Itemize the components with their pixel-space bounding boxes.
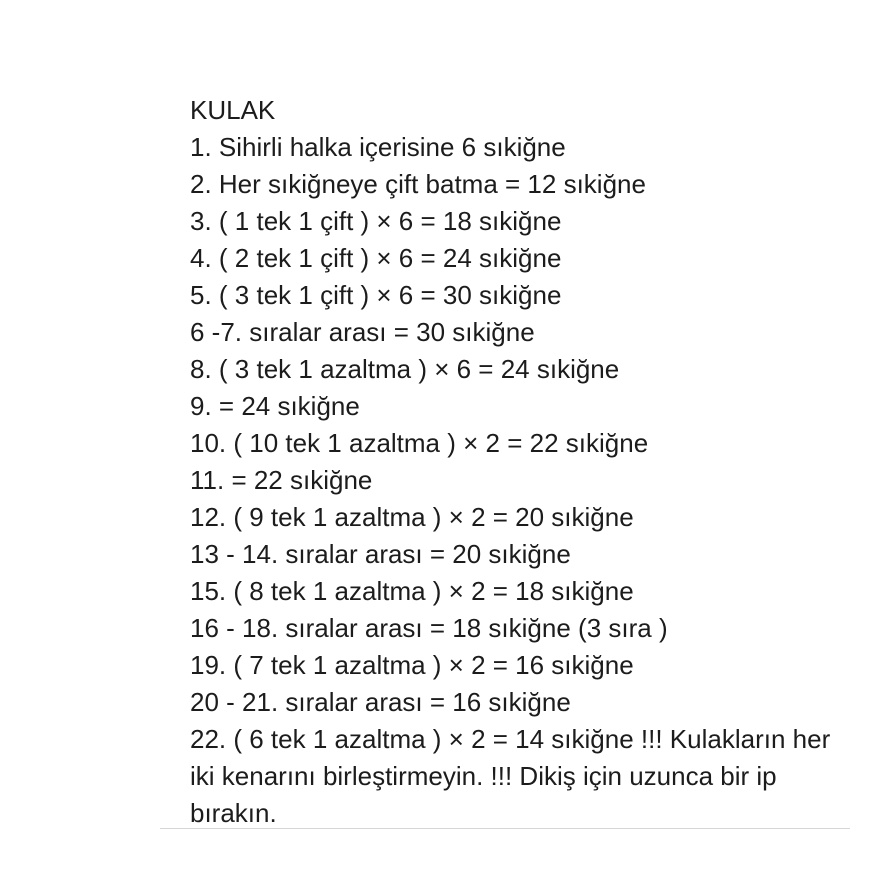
bottom-divider bbox=[160, 828, 850, 829]
pattern-row-19: 19. ( 7 tek 1 azaltma ) × 2 = 16 sıkiğne bbox=[190, 650, 634, 680]
pattern-row-20-21: 20 - 21. sıralar arası = 16 sıkiğne bbox=[190, 687, 571, 717]
pattern-row-11: 11. = 22 sıkiğne bbox=[190, 465, 373, 495]
pattern-row-6-7: 6 -7. sıralar arası = 30 sıkiğne bbox=[190, 317, 535, 347]
pattern-row-22: 22. ( 6 tek 1 azaltma ) × 2 = 14 sıkiğne !!! Kulakların her iki kenarını birleştirmeyin. !!! Dikiş için uzunca bir ip bırakın. bbox=[190, 724, 831, 828]
pattern-row-10: 10. ( 10 tek 1 azaltma ) × 2 = 22 sıkiğne bbox=[190, 428, 649, 458]
pattern-row-16-18: 16 - 18. sıralar arası = 18 sıkiğne (3 sıra ) bbox=[190, 613, 668, 643]
pattern-row-4: 4. ( 2 tek 1 çift ) × 6 = 24 sıkiğne bbox=[190, 243, 562, 273]
pattern-row-2: 2. Her sıkiğneye çift batma = 12 sıkiğne bbox=[190, 169, 646, 199]
pattern-document bbox=[190, 92, 870, 832]
document-title: KULAK bbox=[190, 95, 276, 125]
pattern-row-5: 5. ( 3 tek 1 çift ) × 6 = 30 sıkiğne bbox=[190, 280, 562, 310]
pattern-row-1: 1. Sihirli halka içerisine 6 sıkiğne bbox=[190, 132, 566, 162]
pattern-row-13-14: 13 - 14. sıralar arası = 20 sıkiğne bbox=[190, 539, 571, 569]
pattern-row-15: 15. ( 8 tek 1 azaltma ) × 2 = 18 sıkiğne bbox=[190, 576, 634, 606]
pattern-row-8: 8. ( 3 tek 1 azaltma ) × 6 = 24 sıkiğne bbox=[190, 354, 620, 384]
pattern-row-3: 3. ( 1 tek 1 çift ) × 6 = 18 sıkiğne bbox=[190, 206, 562, 236]
pattern-row-9: 9. = 24 sıkiğne bbox=[190, 391, 360, 421]
pattern-row-12: 12. ( 9 tek 1 azaltma ) × 2 = 20 sıkiğne bbox=[190, 502, 634, 532]
